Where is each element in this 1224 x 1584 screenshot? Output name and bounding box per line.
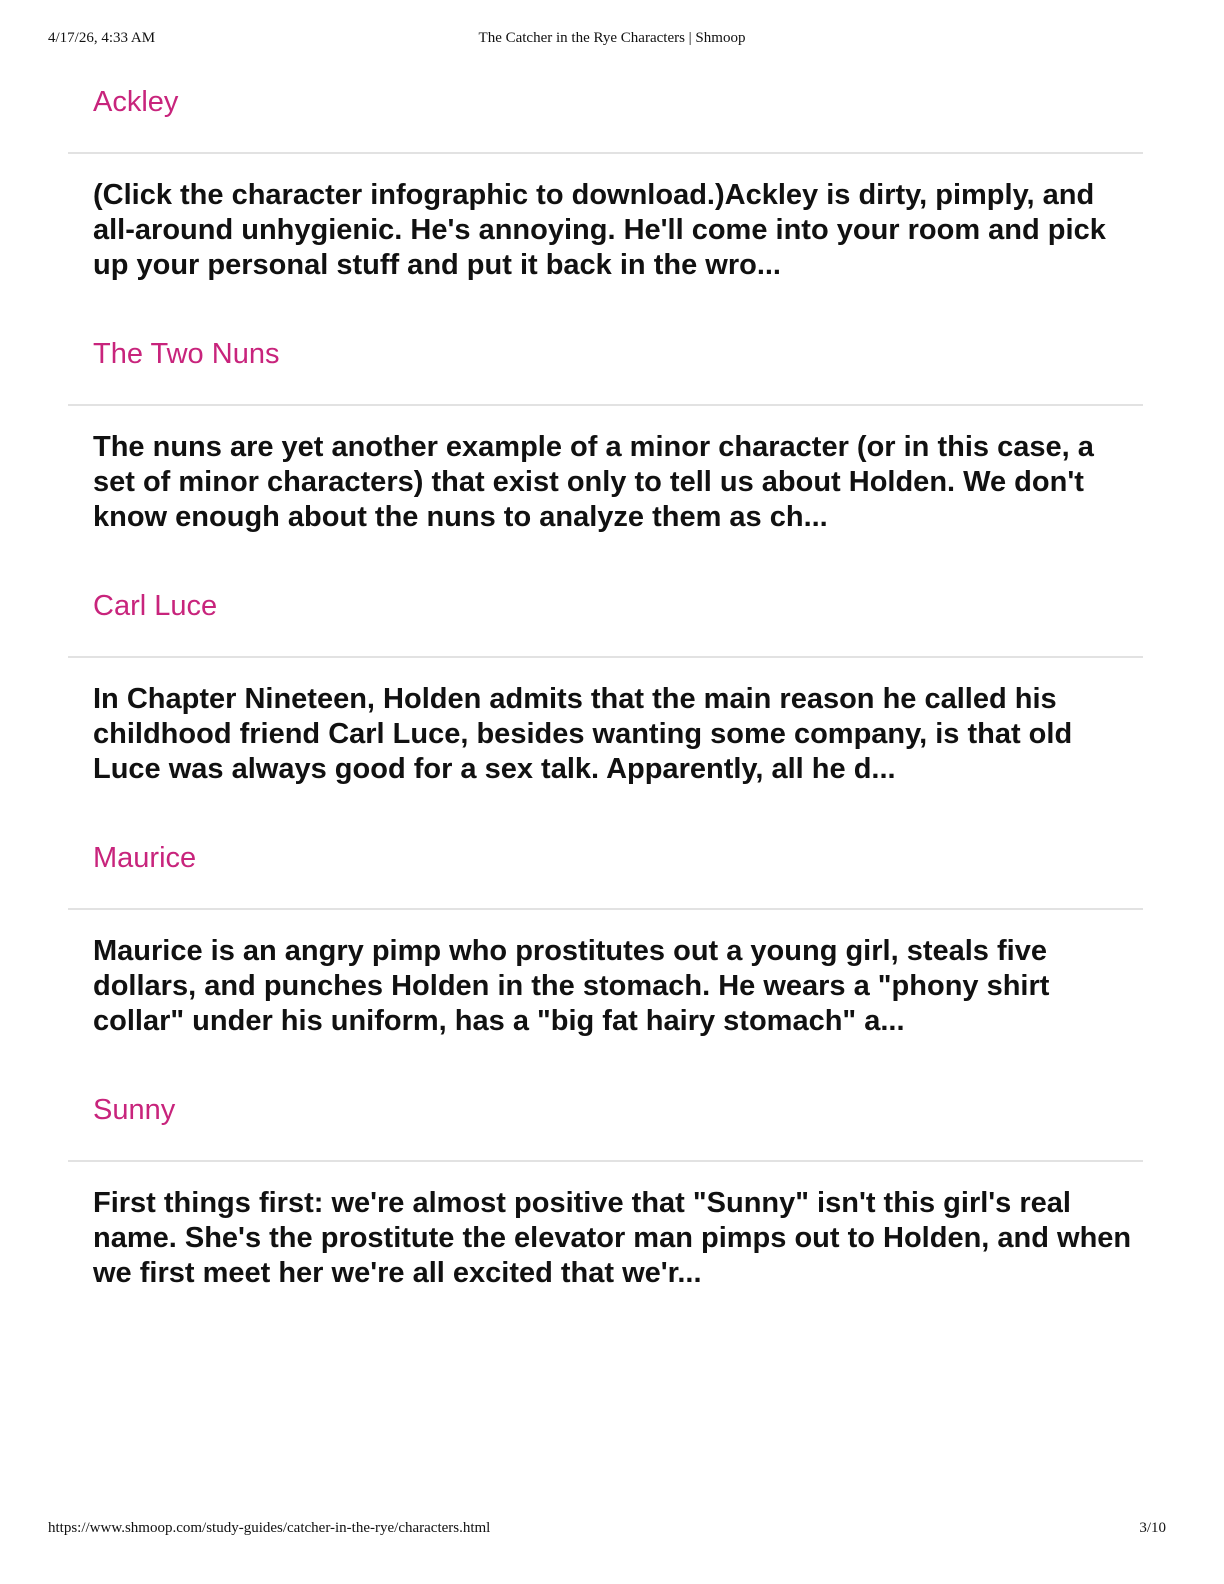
character-entry-maurice	[68, 836, 1143, 1088]
character-name-link[interactable]: Sunny	[93, 1094, 176, 1126]
character-description: (Click the character infographic to download.)Ackley is dirty, pimply, and all-around unhygienic. He's annoying. He'll come into your room and pick up your personal stuff and put it back in the wro...	[93, 179, 1106, 281]
print-url: https://www.shmoop.com/study-guides/catcher-in-the-rye/characters.html	[48, 1520, 491, 1536]
character-description: Maurice is an angry pimp who prostitutes out a young girl, steals five dollars, and punches Holden in the stomach. He wears a "phony shirt collar" under his uniform, has a "big fat hairy stomach" a...	[93, 935, 1050, 1037]
character-entry-carl-luce	[68, 584, 1143, 836]
character-entry-ackley	[68, 80, 1143, 332]
character-description: In Chapter Nineteen, Holden admits that the main reason he called his childhood friend Carl Luce, besides wanting some company, is that old Luce was always good for a sex talk. Apparently, all he d...	[93, 683, 1073, 785]
character-description: The nuns are yet another example of a minor character (or in this case, a set of minor characters) that exist only to tell us about Holden. We don't know enough about the nuns to analyze them as ch...	[93, 431, 1094, 533]
character-description: First things first: we're almost positive that "Sunny" isn't this girl's real name. She's the prostitute the elevator man pimps out to Holden, and when we first meet her we're all excited that we'r...	[93, 1187, 1132, 1289]
character-name-link[interactable]: Carl Luce	[93, 590, 218, 622]
character-name-link[interactable]: The Two Nuns	[93, 338, 280, 370]
character-name-link[interactable]: Ackley	[93, 86, 179, 118]
print-page-title: The Catcher in the Rye Characters | Shmoop	[478, 30, 746, 46]
divider	[68, 152, 1143, 154]
character-list	[68, 80, 1143, 1340]
page-number: 3/10	[1139, 1520, 1166, 1536]
character-entry-sunny	[68, 1088, 1143, 1340]
divider	[68, 908, 1143, 910]
divider	[68, 1160, 1143, 1162]
print-date: 4/17/26, 4:33 AM	[48, 30, 156, 46]
character-entry-two-nuns	[68, 332, 1143, 584]
print-footer	[48, 1520, 1166, 1540]
divider	[68, 404, 1143, 406]
divider	[68, 656, 1143, 658]
print-header	[48, 30, 1176, 50]
character-name-link[interactable]: Maurice	[93, 842, 197, 874]
